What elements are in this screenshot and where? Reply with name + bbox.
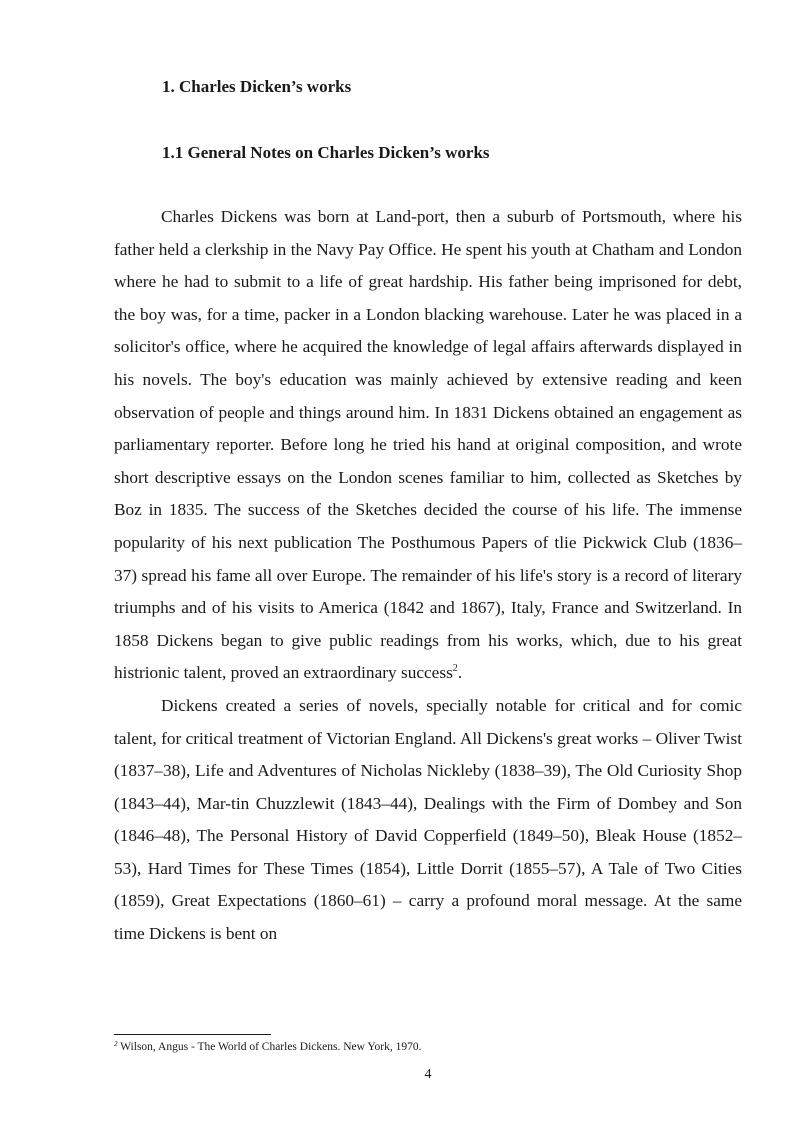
paragraph-1-text: Charles Dickens was born at Land-port, then a suburb of Portsmouth, where his father held a clerkship in the Navy Pay Office. He spent his youth at Chatham and London where he had to submit to a life of great hardship. His father being imprisoned for debt, the boy was, for a time, packer in a London blacking warehouse. Later he was placed in a solicitor's office, where he acquired the knowledge of legal affairs afterwards displayed in his novels. The boy's education was mainly achieved by extensive reading and keen observation of people and things around him. In 1831 Dickens obtained an engagement as parliamentary reporter. Before long he tried his hand at original composition, and wrote short descriptive essays on the London scenes familiar to him, collected as Sketches by Boz in 1835. The success of the Sketches decided the course of his life. The immense popularity of his next publication The Posthumous Papers of tlie Pickwick Club (1836–37) spread his fame all over Europe. The remainder of his life's story is a record of literary triumphs and of his visits to America (1842 and 1867), Italy, France and Switzerland. In 1858 Dickens began to give public readings from his works, which, due to his great histrionic talent, proved an extraordinary success: [114, 207, 742, 683]
paragraph-1: [114, 201, 742, 690]
page-number: 4: [424, 1067, 432, 1082]
body-text: [114, 201, 742, 951]
footnote: [114, 1041, 422, 1053]
subsection-heading: 1.1 General Notes on Charles Dicken’s works: [162, 143, 490, 162]
paragraph-1-end: .: [457, 663, 463, 683]
footnote-text: Wilson, Angus - The World of Charles Dickens. New York, 1970.: [117, 1041, 422, 1053]
footnote-marker: 2: [114, 1040, 118, 1048]
section-heading: 1. Charles Dicken’s works: [162, 77, 352, 96]
footnote-reference[interactable]: 2: [452, 663, 458, 675]
paragraph-2: Dickens created a series of novels, specially notable for critical and for comic talent, for critical treatment of Victorian England. All Dickens's great works – Oliver Twist (1837–38), Life and Adventures of Nicholas Nickleby (1838–39), The Old Curiosity Shop (1843–44), Mar-tin Chuzzlewit (1843–44), Dealings with the Firm of Dombey and Son (1846–48), The Personal History of David Copperfield (1849–50), Bleak House (1852–53), Hard Times for These Times (1854), Little Dorrit (1855–57), A Tale of Two Cities (1859), Great Expectations (1860–61) – carry a profound moral message. At the same time Dickens is bent on: [114, 695, 742, 944]
footnote-divider: [114, 1034, 271, 1035]
